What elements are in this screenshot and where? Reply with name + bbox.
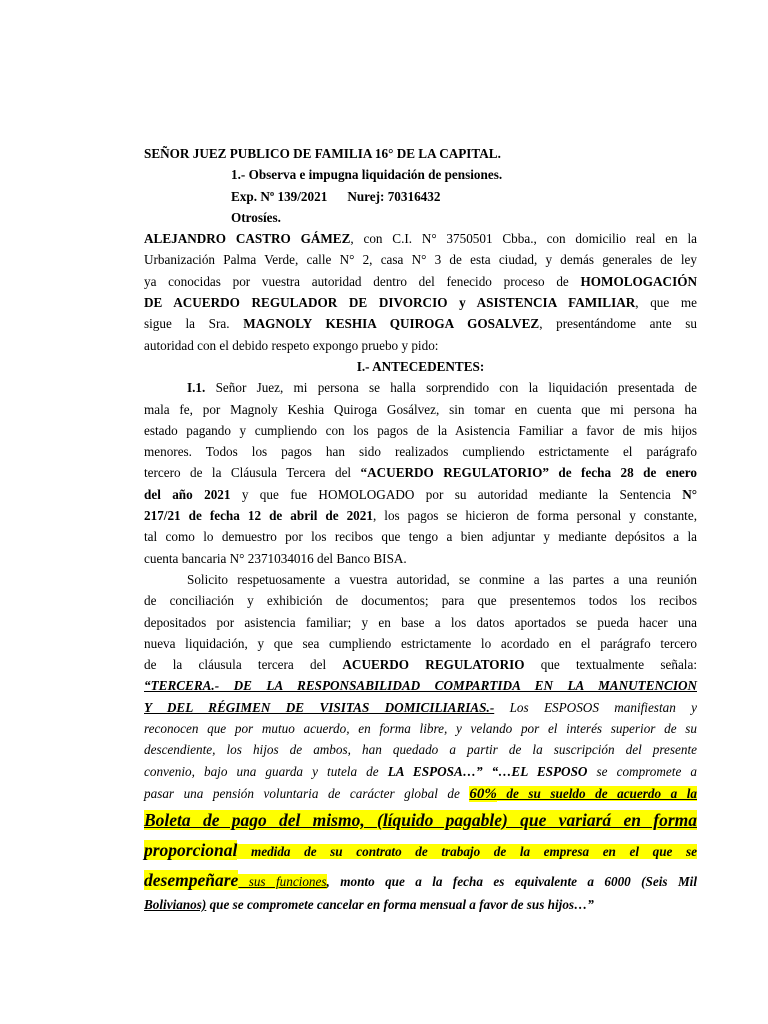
quote-line-9 [144, 866, 697, 894]
p1-line-3: estado pagando y cumpliendo con los pagos de la Asistencia Familiar a favor de mis hijos [144, 422, 697, 438]
quote-text: se compromete a [587, 763, 697, 779]
otrosies-line [144, 207, 697, 228]
paragraph-text: Señor Juez, mi persona se halla sorprendido con la liquidación presentada de [205, 380, 697, 396]
highlighted-text: proporcional [144, 839, 238, 860]
intro-text: , presentándome ante su [539, 316, 697, 332]
paragraph-text: , los pagos se hicieron de forma personal y constante, [372, 508, 697, 524]
intro-text: , que me [635, 295, 698, 311]
quote-line-4: descendiente, los hijos de ambos, han quedado a partir de la suscripción del presente [144, 742, 697, 758]
section-title [144, 356, 697, 377]
highlighted-text: Boleta de pago del mismo, (líquido pagable) que variará en forma [144, 809, 697, 830]
p2-line-3: depositados por asistencia familiar; y en base a los datos aportados se pueda hacer una [144, 614, 697, 630]
exp-number: Exp. Nº 139/2021 [231, 188, 328, 204]
paragraph-number: I.1. [187, 380, 206, 396]
addressee: SEÑOR JUEZ PUBLICO DE FAMILIA 16° DE LA CAPITAL. [144, 146, 501, 161]
p1-line-6 [144, 484, 697, 505]
otrosies: Otrosíes. [231, 209, 281, 225]
intro-line-3 [144, 271, 697, 292]
document-page [144, 143, 697, 915]
intro-line-4 [144, 292, 697, 313]
quote-line-5 [144, 761, 697, 782]
agreement-reference: ACUERDO REGULATORIO [342, 657, 525, 673]
intro-text: , con C.I. N° 3750501 Cbba., con domicilio real en la [350, 231, 697, 247]
quote-line-8 [144, 836, 697, 866]
quote-line-3: reconocen que por mutuo acuerdo, en forma libre, y velando por el interés superior de su [144, 721, 697, 737]
p1-line-5 [144, 462, 697, 483]
highlighted-text: medida de su contrato de trabajo de la empresa en el que se [237, 843, 697, 859]
quote-text: Los ESPOSOS manifiestan y [494, 699, 697, 715]
clause-title: “TERCERA.- DE LA RESPONSABILIDAD COMPARTIDA EN LA MANUTENCION [144, 678, 697, 694]
p1-line-1 [144, 377, 697, 398]
case-type: HOMOLOGACIÓN [580, 273, 697, 289]
paragraph-text: que textualmente señala: [524, 657, 697, 673]
clause-title: Y DEL RÉGIMEN DE VISITAS DOMICILIARIAS.- [144, 699, 495, 715]
p1-line-9: cuenta bancaria N° 2371034016 del Banco BISA. [144, 550, 407, 566]
case-type: DE ACUERDO REGULADOR DE DIVORCIO y ASISTENCIA FAMILIAR [144, 295, 636, 311]
highlighted-text: de su sueldo de acuerdo a la [496, 785, 697, 801]
p2-line-2: de conciliación y exhibición de documentos; para que presentemos todos los recibos [144, 593, 697, 609]
quote-text: que se compromete cancelar en forma mensual a favor de sus hijos…” [206, 896, 594, 912]
quote-text: pasar una pensión voluntaria de carácter global de [144, 785, 470, 801]
quote-text: convenio, bajo una guarda y tutela de [144, 763, 388, 779]
paragraph-text: de la cláusula tercera del [144, 657, 343, 673]
sentence-reference: 217/21 de fecha 12 de abril de 2021 [144, 508, 373, 524]
paragraph-text: tercero de la Cláusula Tercera del [144, 465, 361, 481]
highlighted-text: desempeñare [144, 869, 239, 890]
intro-text: ya conocidas por vuestra autoridad dentro del fenecido proceso de [144, 273, 581, 289]
p2-line-4: nueva liquidación, y que sea cumpliendo estrictamente lo acordado en el parágrafo tercero [144, 635, 697, 651]
file-number-line [144, 186, 697, 207]
quote-line-7 [144, 806, 697, 836]
respondent-name: MAGNOLY KESHIA QUIROGA GOSALVEZ [243, 316, 540, 332]
p2-line-1: Solicito respetuosamente a vuestra autoridad, se conmine a las partes a una reunión [187, 571, 697, 587]
intro-line-1 [144, 228, 697, 249]
highlighted-text: sus funciones [238, 873, 327, 889]
section-heading: I.- ANTECEDENTES: [356, 358, 485, 374]
amount-text: Bolivianos) [144, 896, 207, 912]
party-reference: LA ESPOSA…” “…EL ESPOSO [387, 763, 588, 779]
nurej-number: Nurej: 70316432 [347, 188, 441, 204]
quote-text: , monto que a la fecha es equivalente a 6000 (Seis Mil [326, 873, 698, 889]
subject: 1.- Observa e impugna liquidación de pensiones. [231, 167, 503, 183]
quote-line-1 [144, 675, 697, 696]
quote-line-2 [144, 697, 697, 718]
percentage-highlight: 60% [469, 785, 497, 802]
agreement-reference: “ACUERDO REGULATORIO” de fecha 28 de enero [360, 465, 697, 481]
sentence-number-prefix: N° [682, 486, 697, 502]
p1-line-8: tal como lo demuestro por los recibos que tengo a bien adjuntar y mediante depósitos a la [144, 529, 697, 545]
quote-line-10 [144, 894, 697, 915]
petitioner-name: ALEJANDRO CASTRO GÁMEZ [144, 231, 351, 247]
subject-line [144, 164, 697, 185]
p2-line-5 [144, 654, 697, 675]
addressee-line [144, 143, 697, 164]
agreement-year: del año 2021 [144, 486, 231, 502]
p1-line-4: menores. Todos los pagos han sido realizados cumpliendo estrictamente el parágrafo [144, 444, 697, 460]
intro-line-2: Urbanización Palma Verde, calle N° 2, casa N° 3 de esta ciudad, y demás generales de ley [144, 252, 697, 268]
p1-line-2: mala fe, por Magnoly Keshia Quiroga Gosálvez, sin tomar en cuenta que mi persona ha [144, 401, 697, 417]
paragraph-text: y que fue HOMOLOGADO por su autoridad mediante la Sentencia [230, 486, 683, 502]
intro-line-6: autoridad con el debido respeto expongo pruebo y pido: [144, 337, 439, 353]
p1-line-7 [144, 505, 697, 526]
intro-text: sigue la Sra. [144, 316, 244, 332]
quote-line-6 [144, 782, 697, 806]
intro-line-5 [144, 313, 697, 334]
